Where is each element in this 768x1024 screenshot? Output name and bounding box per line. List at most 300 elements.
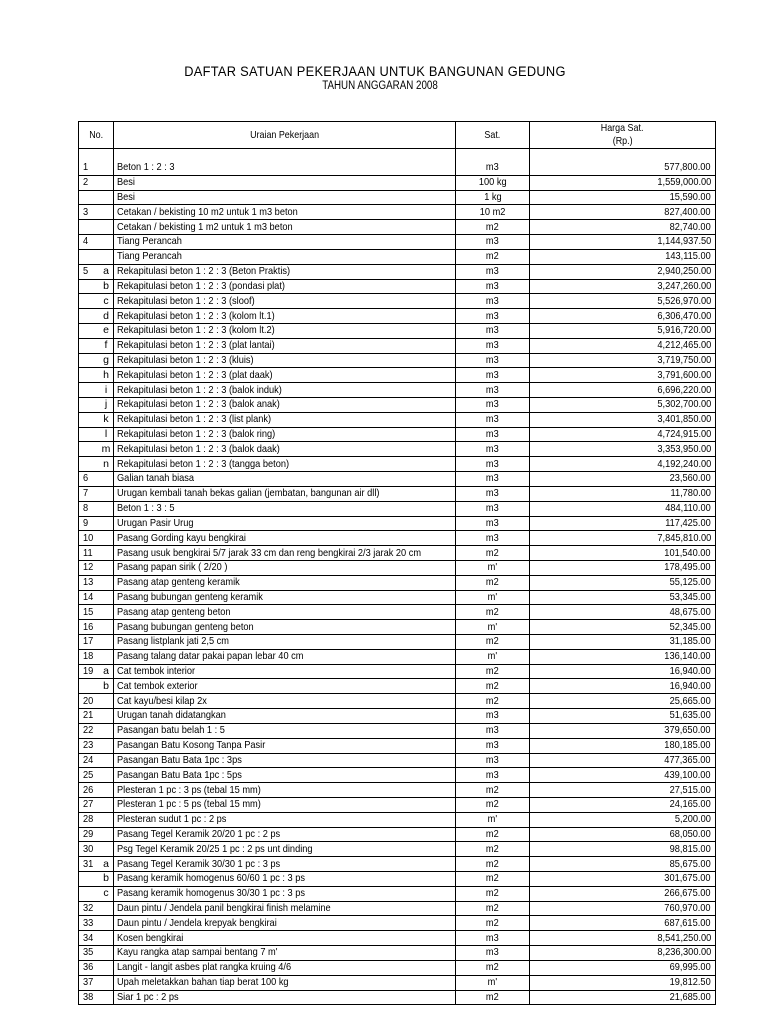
table-row [79, 975, 716, 990]
item-description: Plesteran 1 pc : 3 ps (tebal 15 mm) [117, 783, 261, 796]
item-sub-letter: l [104, 428, 108, 441]
table-row [79, 516, 716, 531]
item-sub-letter: b [103, 679, 109, 692]
item-price: 7,845,810.00 [657, 531, 711, 544]
item-description: Pasang Tegel Keramik 30/30 1 pc : 3 ps [117, 857, 281, 870]
item-unit: m' [487, 813, 498, 826]
item-sub-letter: i [104, 383, 108, 396]
item-price: 4,192,240.00 [657, 457, 711, 470]
cell-harga [530, 560, 716, 575]
item-description: Rekapitulasi beton 1 : 2 : 3 (plat daak) [117, 368, 273, 381]
cell-sat [456, 353, 530, 368]
table-row [79, 768, 716, 783]
cell-harga [530, 501, 716, 516]
item-price: 117,425.00 [665, 516, 711, 529]
cell-uraian [114, 279, 456, 294]
item-price: 19,812.50 [669, 976, 711, 989]
cell-uraian [114, 531, 456, 546]
item-price: 68,050.00 [669, 827, 711, 840]
cell-no [79, 442, 114, 457]
price-table [78, 121, 716, 1005]
item-sub-letter: d [103, 309, 109, 322]
item-price: 25,665.00 [669, 694, 711, 707]
cell-no [79, 235, 114, 250]
item-price: 1,559,000.00 [657, 176, 711, 189]
item-number: 1 [83, 161, 89, 174]
cell-sat [456, 383, 530, 398]
item-unit: m' [487, 976, 498, 989]
item-price: 16,940.00 [669, 665, 711, 678]
cell-harga [530, 783, 716, 798]
item-unit: m3 [486, 324, 499, 337]
cell-uraian [114, 309, 456, 324]
cell-sat [456, 753, 530, 768]
cell-uraian [114, 575, 456, 590]
cell-no [79, 738, 114, 753]
cell-harga [530, 486, 716, 501]
item-price: 31,185.00 [669, 635, 711, 648]
cell-uraian [114, 605, 456, 620]
item-description: Galian tanah biasa [117, 472, 195, 485]
item-price: 98,815.00 [669, 842, 711, 855]
item-price: 8,236,300.00 [657, 946, 711, 959]
item-unit: m2 [486, 220, 499, 233]
item-price: 11,780.00 [670, 487, 711, 500]
item-number: 11 [83, 546, 93, 559]
cell-sat [456, 723, 530, 738]
table-row [79, 679, 716, 694]
table-row [79, 723, 716, 738]
cell-uraian [114, 249, 456, 264]
cell-sat [456, 738, 530, 753]
item-price: 85,675.00 [669, 857, 711, 870]
table-row [79, 472, 716, 487]
item-description: Upah meletakkan bahan tiap berat 100 kg [117, 976, 289, 989]
cell-sat [456, 279, 530, 294]
table-row [79, 161, 716, 175]
cell-uraian [114, 472, 456, 487]
item-number: 8 [83, 502, 89, 515]
item-price: 6,696,220.00 [657, 383, 711, 396]
item-description: Beton 1 : 3 : 5 [117, 502, 175, 515]
item-description: Pasang listplank jati 2,5 cm [117, 635, 229, 648]
cell-uraian [114, 738, 456, 753]
cell-sat [456, 694, 530, 709]
cell-uraian [114, 161, 456, 175]
cell-uraian [114, 679, 456, 694]
cell-sat [456, 546, 530, 561]
cell-harga [530, 457, 716, 472]
item-description: Pasang atap genteng keramik [117, 576, 240, 589]
item-unit: m2 [486, 842, 499, 855]
cell-sat [456, 620, 530, 635]
cell-no [79, 990, 114, 1005]
cell-no [79, 531, 114, 546]
item-price: 5,916,720.00 [657, 324, 711, 337]
item-description: Rekapitulasi beton 1 : 2 : 3 (balok anak) [117, 398, 280, 411]
cell-sat [456, 457, 530, 472]
cell-harga [530, 442, 716, 457]
cell-harga [530, 857, 716, 872]
item-unit: m2 [486, 857, 499, 870]
item-sub-letter: c [103, 294, 109, 307]
cell-harga [530, 872, 716, 887]
item-price: 6,306,470.00 [657, 309, 711, 322]
table-header-row [79, 122, 716, 149]
cell-uraian [114, 501, 456, 516]
cell-harga [530, 931, 716, 946]
table-row [79, 383, 716, 398]
cell-sat [456, 916, 530, 931]
cell-uraian [114, 931, 456, 946]
item-price: 53,345.00 [669, 590, 711, 603]
item-description: Tiang Perancah [117, 250, 182, 263]
item-unit: m2 [486, 990, 499, 1003]
item-unit: m2 [486, 546, 499, 559]
cell-no [79, 220, 114, 235]
cell-uraian [114, 398, 456, 413]
table-row [79, 857, 716, 872]
table-row [79, 249, 716, 264]
table-row [79, 635, 716, 650]
header-harga: Harga Sat. (Rp.) [530, 122, 716, 149]
cell-sat [456, 235, 530, 250]
cell-sat [456, 575, 530, 590]
cell-uraian [114, 264, 456, 279]
item-number: 28 [83, 813, 94, 826]
cell-uraian [114, 842, 456, 857]
cell-sat [456, 220, 530, 235]
cell-uraian [114, 797, 456, 812]
item-unit: 100 kg [478, 176, 507, 189]
cell-no [79, 664, 114, 679]
item-price: 143,115.00 [665, 250, 711, 263]
item-unit: m3 [486, 294, 499, 307]
item-description: Cat kayu/besi kilap 2x [117, 694, 207, 707]
cell-uraian [114, 235, 456, 250]
item-description: Urugan kembali tanah bekas galian (jembatan, bangunan air dll) [117, 487, 380, 500]
cell-no [79, 472, 114, 487]
item-sub-letter: g [103, 353, 109, 366]
cell-harga [530, 368, 716, 383]
cell-harga [530, 738, 716, 753]
item-description: Rekapitulasi beton 1 : 2 : 3 (pondasi plat) [117, 279, 285, 292]
cell-harga [530, 338, 716, 353]
cell-no [79, 827, 114, 842]
item-price: 8,541,250.00 [657, 931, 711, 944]
item-number: 14 [83, 590, 94, 603]
cell-sat [456, 205, 530, 220]
cell-harga [530, 960, 716, 975]
item-unit: m2 [486, 665, 499, 678]
item-unit: m3 [486, 428, 499, 441]
cell-no [79, 635, 114, 650]
item-unit: 1 kg [483, 191, 502, 204]
item-unit: m2 [486, 798, 499, 811]
table-row [79, 620, 716, 635]
cell-sat [456, 501, 530, 516]
cell-harga [530, 679, 716, 694]
cell-harga [530, 916, 716, 931]
item-price: 16,940.00 [669, 679, 711, 692]
cell-no [79, 264, 114, 279]
table-row [79, 486, 716, 501]
item-price: 760,970.00 [664, 902, 711, 915]
item-description: Pasang usuk bengkirai 5/7 jarak 33 cm dan reng bengkirai 2/3 jarak 20 cm [117, 546, 422, 559]
cell-no [79, 427, 114, 442]
table-row [79, 575, 716, 590]
item-price: 180,185.00 [664, 739, 711, 752]
item-sub-letter: m [101, 442, 111, 455]
item-description: Pasang bubungan genteng keramik [117, 590, 263, 603]
table-row [79, 605, 716, 620]
item-description: Pasangan Batu Kosong Tanpa Pasir [117, 739, 266, 752]
item-price: 477,365.00 [664, 753, 711, 766]
item-description: Pasangan batu belah 1 : 5 [117, 724, 225, 737]
cell-harga [530, 886, 716, 901]
cell-no [79, 560, 114, 575]
table-row [79, 590, 716, 605]
table-row [79, 812, 716, 827]
cell-uraian [114, 901, 456, 916]
cell-uraian [114, 175, 456, 190]
cell-uraian [114, 338, 456, 353]
item-unit: m' [487, 590, 498, 603]
item-description: Siar 1 pc : 2 ps [117, 990, 179, 1003]
cell-no [79, 753, 114, 768]
cell-no [79, 279, 114, 294]
cell-uraian [114, 368, 456, 383]
item-description: Rekapitulasi beton 1 : 2 : 3 (balok ring) [117, 428, 276, 441]
table-row [79, 338, 716, 353]
cell-harga [530, 605, 716, 620]
table-row [79, 398, 716, 413]
item-price: 55,125.00 [669, 576, 711, 589]
cell-sat [456, 679, 530, 694]
item-unit: m3 [486, 339, 499, 352]
item-unit: m' [487, 561, 498, 574]
item-description: Pasang atap genteng beton [117, 605, 231, 618]
table-row [79, 323, 716, 338]
item-number: 3 [83, 205, 89, 218]
table-body [79, 149, 716, 1005]
item-number: 24 [83, 753, 94, 766]
cell-harga [530, 309, 716, 324]
cell-uraian [114, 323, 456, 338]
cell-uraian [114, 694, 456, 709]
cell-no [79, 694, 114, 709]
cell-sat [456, 635, 530, 650]
item-price: 439,100.00 [664, 768, 711, 781]
cell-sat [456, 827, 530, 842]
item-number: 21 [83, 709, 94, 722]
cell-harga [530, 279, 716, 294]
cell-uraian [114, 516, 456, 531]
item-sub-letter: b [103, 872, 109, 885]
cell-harga [530, 664, 716, 679]
item-unit: m' [487, 620, 498, 633]
header-sat: Sat. [456, 122, 530, 149]
cell-no [79, 901, 114, 916]
cell-no [79, 353, 114, 368]
table-row [79, 501, 716, 516]
item-number: 22 [83, 724, 94, 737]
cell-no [79, 842, 114, 857]
cell-harga [530, 323, 716, 338]
cell-sat [456, 946, 530, 961]
cell-harga [530, 531, 716, 546]
item-number: 27 [83, 798, 94, 811]
item-number: 29 [83, 827, 94, 840]
table-row [79, 916, 716, 931]
table-row [79, 279, 716, 294]
item-description: Plesteran 1 pc : 5 ps (tebal 15 mm) [117, 798, 261, 811]
cell-no [79, 383, 114, 398]
item-description: Kosen bengkirai [117, 931, 184, 944]
item-number: 30 [83, 842, 94, 855]
item-description: Urugan Pasir Urug [117, 516, 194, 529]
item-price: 3,353,950.00 [657, 442, 711, 455]
table-row [79, 753, 716, 768]
item-description: Pasangan Batu Bata 1pc : 5ps [117, 768, 242, 781]
item-price: 4,212,465.00 [657, 339, 711, 352]
cell-harga [530, 842, 716, 857]
cell-uraian [114, 990, 456, 1005]
item-number: 18 [83, 650, 94, 663]
item-unit: m2 [486, 635, 499, 648]
item-unit: m3 [486, 442, 499, 455]
item-unit: m3 [486, 309, 499, 322]
cell-sat [456, 323, 530, 338]
table-row [79, 205, 716, 220]
item-unit: m2 [486, 694, 499, 707]
item-price: 5,526,970.00 [657, 294, 711, 307]
cell-harga [530, 694, 716, 709]
cell-uraian [114, 205, 456, 220]
table-row [79, 738, 716, 753]
table-row [79, 220, 716, 235]
cell-harga [530, 235, 716, 250]
cell-sat [456, 516, 530, 531]
cell-no [79, 783, 114, 798]
cell-no [79, 546, 114, 561]
cell-sat [456, 442, 530, 457]
document-title: DAFTAR SATUAN PEKERJAAN UNTUK BANGUNAN GEDUNG [184, 64, 566, 79]
item-description: Plesteran sudut 1 pc : 2 ps [117, 813, 227, 826]
item-unit: m3 [486, 279, 499, 292]
cell-harga [530, 546, 716, 561]
cell-uraian [114, 812, 456, 827]
header-uraian: Uraian Pekerjaan [114, 122, 456, 149]
item-price: 27,515.00 [669, 783, 711, 796]
cell-uraian [114, 190, 456, 205]
cell-uraian [114, 486, 456, 501]
item-description: Rekapitulasi beton 1 : 2 : 3 (Beton Praktis) [117, 265, 291, 278]
item-number: 16 [83, 620, 94, 633]
table-row [79, 990, 716, 1005]
item-price: 48,675.00 [669, 605, 711, 618]
item-sub-letter: b [103, 279, 109, 292]
cell-no [79, 709, 114, 724]
item-unit: m3 [486, 265, 499, 278]
item-description: Tiang Perancah [117, 235, 182, 248]
table-row [79, 368, 716, 383]
cell-harga [530, 175, 716, 190]
cell-uraian [114, 635, 456, 650]
cell-harga [530, 190, 716, 205]
item-description: Pasang talang datar pakai papan lebar 40 cm [117, 650, 304, 663]
item-unit: m2 [486, 961, 499, 974]
item-price: 484,110.00 [665, 502, 711, 515]
item-number: 33 [83, 916, 94, 929]
item-price: 301,675.00 [664, 872, 711, 885]
cell-sat [456, 175, 530, 190]
item-unit: m3 [486, 398, 499, 411]
document-subtitle: TAHUN ANGGARAN 2008 [322, 80, 438, 92]
cell-sat [456, 590, 530, 605]
item-description: Rekapitulasi beton 1 : 2 : 3 (list plank) [117, 413, 272, 426]
item-description: Rekapitulasi beton 1 : 2 : 3 (kluis) [117, 353, 254, 366]
cell-harga [530, 294, 716, 309]
cell-harga [530, 264, 716, 279]
item-number: 2 [83, 176, 89, 189]
cell-harga [530, 827, 716, 842]
cell-harga [530, 398, 716, 413]
cell-no [79, 605, 114, 620]
cell-sat [456, 560, 530, 575]
item-description: Beton 1 : 2 : 3 [117, 161, 175, 174]
cell-sat [456, 531, 530, 546]
cell-sat [456, 412, 530, 427]
item-description: Urugan tanah didatangkan [117, 709, 226, 722]
table-row [79, 946, 716, 961]
cell-uraian [114, 457, 456, 472]
item-unit: m2 [486, 916, 499, 929]
cell-sat [456, 842, 530, 857]
item-unit: m2 [486, 576, 499, 589]
table-row [79, 931, 716, 946]
item-description: Pasang papan sirik ( 2/20 ) [117, 561, 228, 574]
table-row [79, 886, 716, 901]
item-description: Cetakan / bekisting 10 m2 untuk 1 m3 beton [117, 205, 298, 218]
item-number: 37 [83, 976, 94, 989]
item-description: Rekapitulasi beton 1 : 2 : 3 (balok induk) [117, 383, 282, 396]
cell-sat [456, 709, 530, 724]
cell-uraian [114, 412, 456, 427]
item-price: 3,791,600.00 [657, 368, 711, 381]
item-unit: m2 [486, 783, 499, 796]
cell-no [79, 620, 114, 635]
item-price: 687,615.00 [664, 916, 711, 929]
cell-uraian [114, 442, 456, 457]
cell-no [79, 161, 114, 175]
cell-harga [530, 383, 716, 398]
cell-uraian [114, 427, 456, 442]
item-price: 3,401,850.00 [657, 413, 711, 426]
cell-sat [456, 768, 530, 783]
item-number: 7 [83, 487, 89, 500]
table-row [79, 294, 716, 309]
item-price: 21,685.00 [669, 990, 711, 1003]
cell-sat [456, 901, 530, 916]
item-unit: m3 [486, 383, 499, 396]
cell-uraian [114, 768, 456, 783]
item-sub-letter: a [103, 265, 109, 278]
item-description: Rekapitulasi beton 1 : 2 : 3 (kolom lt.2) [117, 324, 275, 337]
cell-no [79, 457, 114, 472]
cell-no [79, 516, 114, 531]
cell-uraian [114, 723, 456, 738]
